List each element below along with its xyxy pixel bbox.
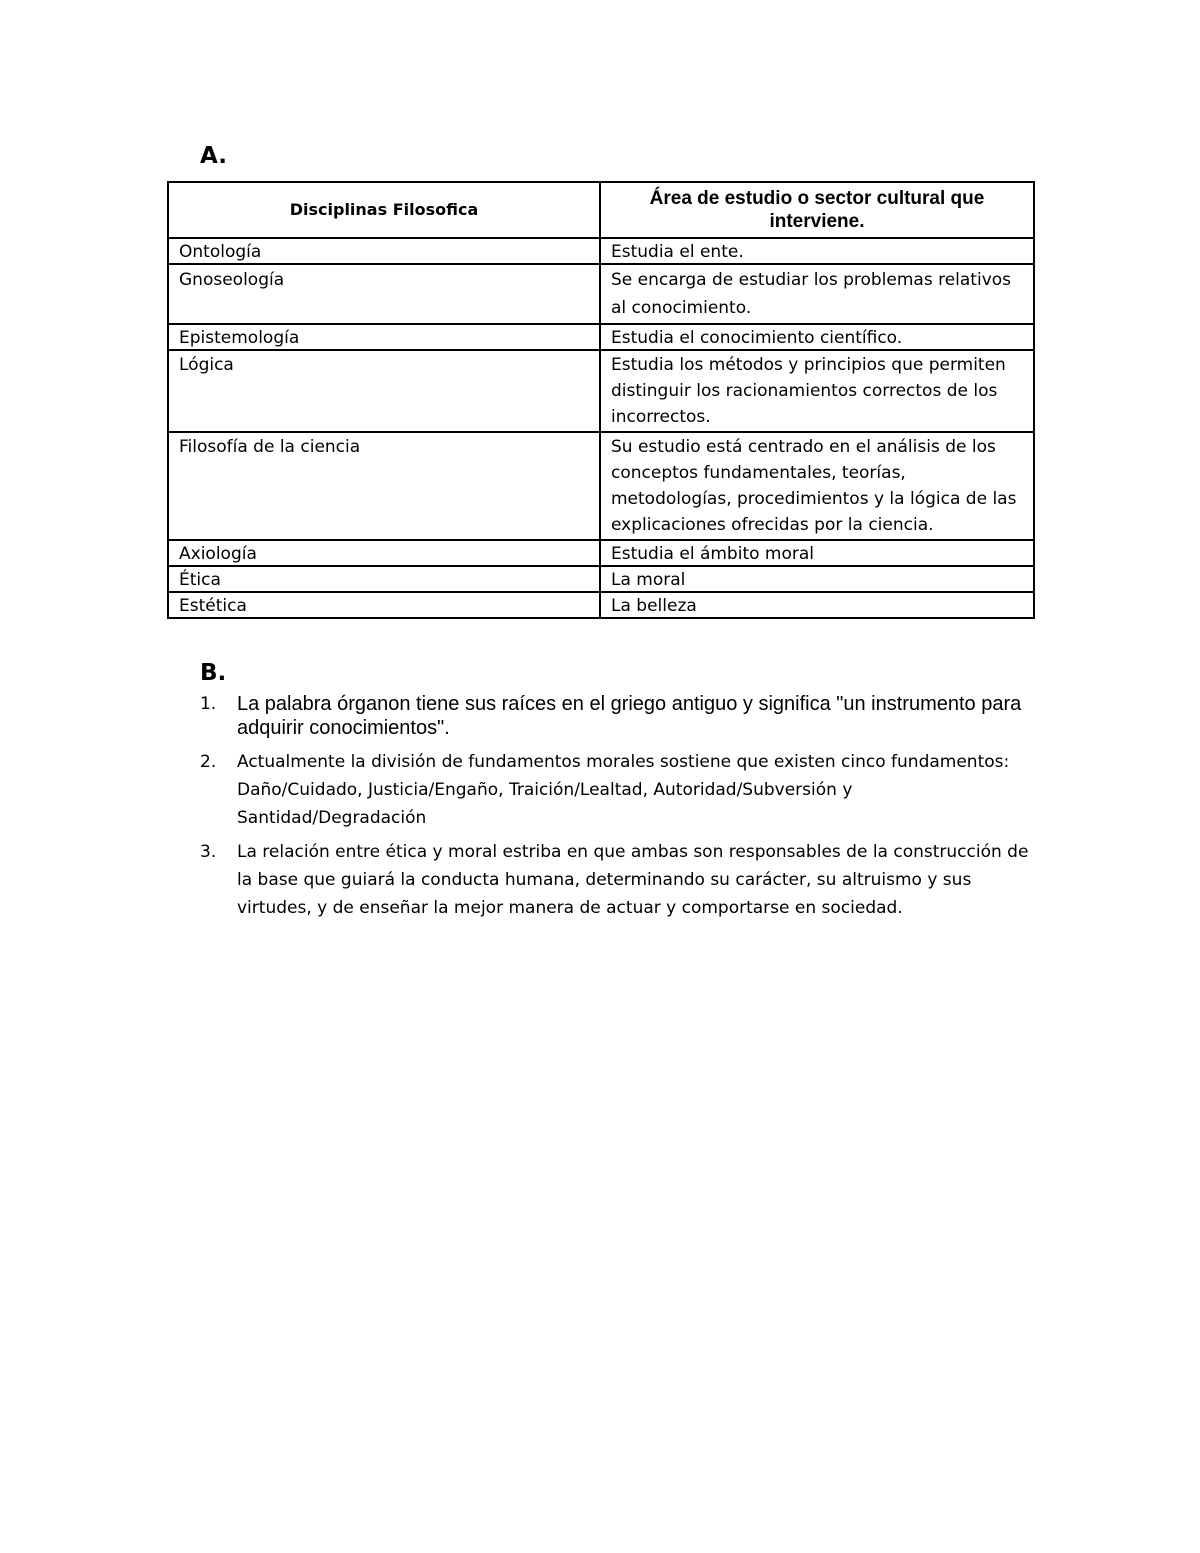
discipline-cell: Gnoseología: [168, 264, 600, 324]
area-cell: Estudia el conocimiento científico.: [600, 324, 1034, 350]
list-item-text: La relación entre ética y moral estriba en que ambas son responsables de la construcción de la base que guiará la conducta humana, determinando su carácter, su altruismo y sus virtudes, y de enseñar la mejor manera de actuar y comportarse en sociedad.: [237, 842, 1029, 918]
list-item-text: La palabra órganon tiene sus raíces en el griego antiguo y significa "un instrumento para adquirir conocimientos".: [237, 693, 1022, 739]
discipline-cell: Ética: [168, 566, 600, 592]
area-cell: Estudia el ente.: [600, 238, 1034, 264]
section-a-heading: A.: [200, 143, 227, 169]
list-item: [200, 692, 1030, 740]
table-row: [168, 566, 1034, 592]
table-row: [168, 324, 1034, 350]
disciplines-table: [167, 181, 1035, 619]
list-item-number: 3.: [200, 842, 217, 862]
header-area: Área de estudio o sector cultural que interviene.: [600, 182, 1034, 238]
discipline-cell: Estética: [168, 592, 600, 618]
area-cell: Su estudio está centrado en el análisis de los conceptos fundamentales, teorías, metodologías, procedimientos y la lógica de las explicaciones ofrecidas por la ciencia.: [600, 432, 1034, 540]
table-header-row: [168, 182, 1034, 238]
section-b-heading: B.: [200, 660, 227, 686]
area-cell: Se encarga de estudiar los problemas relativos al conocimiento.: [600, 264, 1034, 324]
list-item-number: 1.: [200, 694, 217, 714]
area-cell: Estudia el ámbito moral: [600, 540, 1034, 566]
table-row: [168, 350, 1034, 432]
table-row: [168, 592, 1034, 618]
list-item: [200, 748, 1030, 832]
discipline-cell: Epistemología: [168, 324, 600, 350]
discipline-cell: Lógica: [168, 350, 600, 432]
table-row: [168, 540, 1034, 566]
area-cell: Estudia los métodos y principios que permiten distinguir los racionamientos correctos de los incorrectos.: [600, 350, 1034, 432]
area-cell: La moral: [600, 566, 1034, 592]
table-row: [168, 432, 1034, 540]
table-row: [168, 264, 1034, 324]
discipline-cell: Axiología: [168, 540, 600, 566]
header-disciplines: Disciplinas Filosofica: [168, 182, 600, 238]
answers-list: [200, 692, 1030, 928]
list-item: [200, 838, 1030, 922]
list-item-text: Actualmente la división de fundamentos morales sostiene que existen cinco fundamentos: Daño/Cuidado, Justicia/Engaño, Traición/Lealtad, Autoridad/Subversión y Santidad/Degradación: [237, 752, 1010, 828]
discipline-cell: Filosofía de la ciencia: [168, 432, 600, 540]
area-cell: La belleza: [600, 592, 1034, 618]
table-row: [168, 238, 1034, 264]
list-item-number: 2.: [200, 752, 217, 772]
discipline-cell: Ontología: [168, 238, 600, 264]
